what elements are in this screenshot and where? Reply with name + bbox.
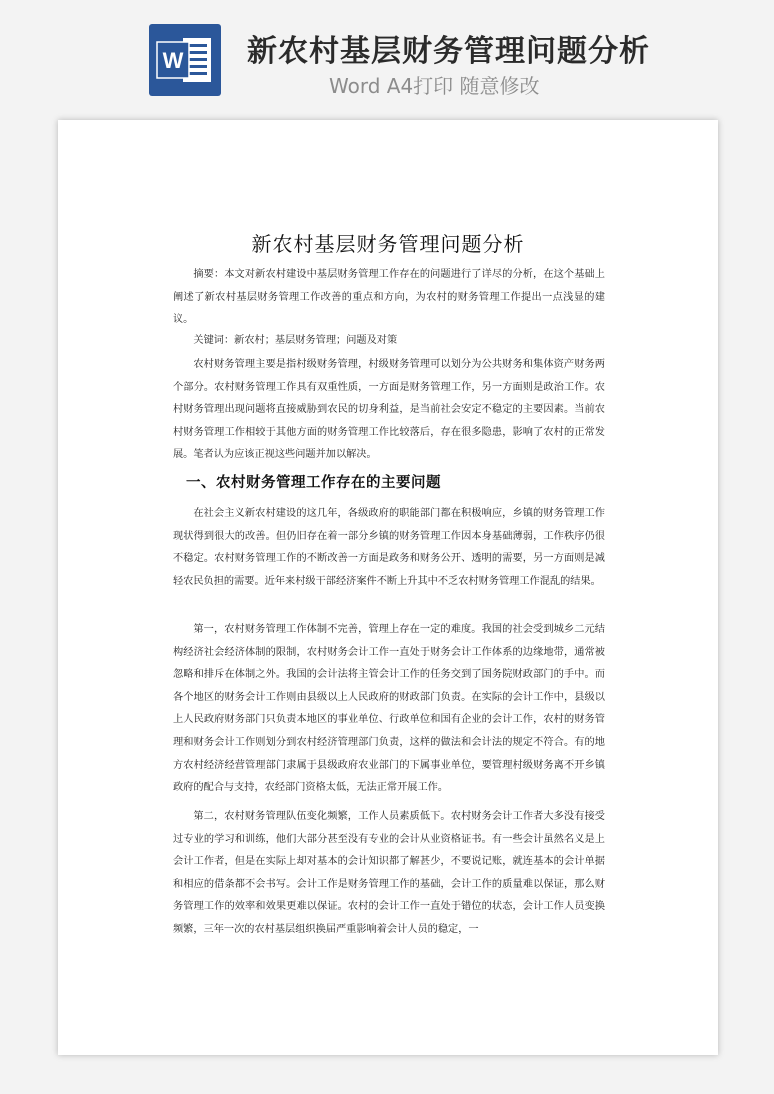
svg-text:W: W	[162, 48, 184, 73]
document-title: 新农村基层财务管理问题分析	[251, 232, 525, 256]
preview-header	[0, 0, 774, 110]
header-subtitle: Word A4打印 随意修改	[329, 74, 540, 98]
word-file-icon	[149, 24, 221, 96]
section1-paragraph-2: 第一，农村财务管理工作体制不完善，管理上存在一定的难度。我国的社会受到城乡二元结构经济社会经济体制的限制，农村财务会计工作一直处于财务会计工作体系的边缘地带，通常被忽略和排斥在体制之外。我国的会计法将主管会计工作的任务交到了国务院财政部门的手中。而各个地区的财务会计工作则由县级以上人民政府的财政部门负责。在实际的会计工作中，县级以上人民政府财务部门只负责本地区的事业单位、行政单位和国有企业的会计工作，农村的财务管理和财务会计工作则划分到农村经济管理部门负责，这样的做法和会计法的规定不符合。有的地方农村经济经营管理部门隶属于县级政府农业部门的下属事业单位，要管理村级财务离不开乡镇政府的配合与支持，农经部门资格太低，无法正常开展工作。	[173, 624, 605, 794]
intro-paragraph: 农村财务管理主要是指村级财务管理，村级财务管理可以划分为公共财务和集体资产财务两个部分。农村财务管理工作具有双重性质，一方面是财务管理工作，另一方面则是政治工作。农村财务管理出现问题将直接威胁到农民的切身利益，是当前社会安定不稳定的主要因素。当前农村财务管理工作相较于其他方面的财务管理工作比较落后，存在很多隐患，影响了农村的正常发展。笔者认为应该正视这些问题并加以解决。	[173, 359, 605, 461]
header-title: 新农村基层财务管理问题分析	[247, 34, 650, 69]
section1-paragraph-3: 第二，农村财务管理队伍变化频繁，工作人员素质低下。农村财务会计工作者大多没有接受过专业的学习和训练，他们大部分甚至没有专业的会计从业资格证书。有一些会计虽然名义是上会计工作者，但是在实际上却对基本的会计知识都了解甚少，不要说记账，就连基本的会计单据和相应的借条都不会书写。会计工作是财务管理工作的基础，会计工作的质量难以保证，那么财务管理工作的效率和效果更难以保证。农村的会计工作一直处于错位的状态，会计工作人员变换频繁，三年一次的农村基层组织换届严重影响着会计人员的稳定，一	[173, 811, 605, 935]
document-page	[58, 120, 718, 1055]
section1-paragraph-1: 在社会主义新农村建设的这几年，各级政府的职能部门都在积极响应，乡镇的财务管理工作现状得到很大的改善。但仍旧存在着一部分乡镇的财务管理工作因本身基础薄弱，工作秩序仍很不稳定。农村财务管理工作的不断改善一方面是政务和财务公开、透明的需要，另一方面则是减轻农民负担的需要。近年来村级干部经济案件不断上升其中不乏农村财务管理工作混乱的结果。	[173, 508, 605, 587]
keywords-paragraph: 关键词：新农村；基层财务管理；问题及对策	[193, 335, 398, 346]
section-heading: 一、农村财务管理工作存在的主要问题	[186, 475, 441, 491]
abstract-paragraph: 摘要：本文对新农村建设中基层财务管理工作存在的问题进行了详尽的分析，在这个基础上阐述了新农村基层财务管理工作改善的重点和方向，为农村的财务管理工作提出一点浅显的建议。	[173, 269, 605, 326]
